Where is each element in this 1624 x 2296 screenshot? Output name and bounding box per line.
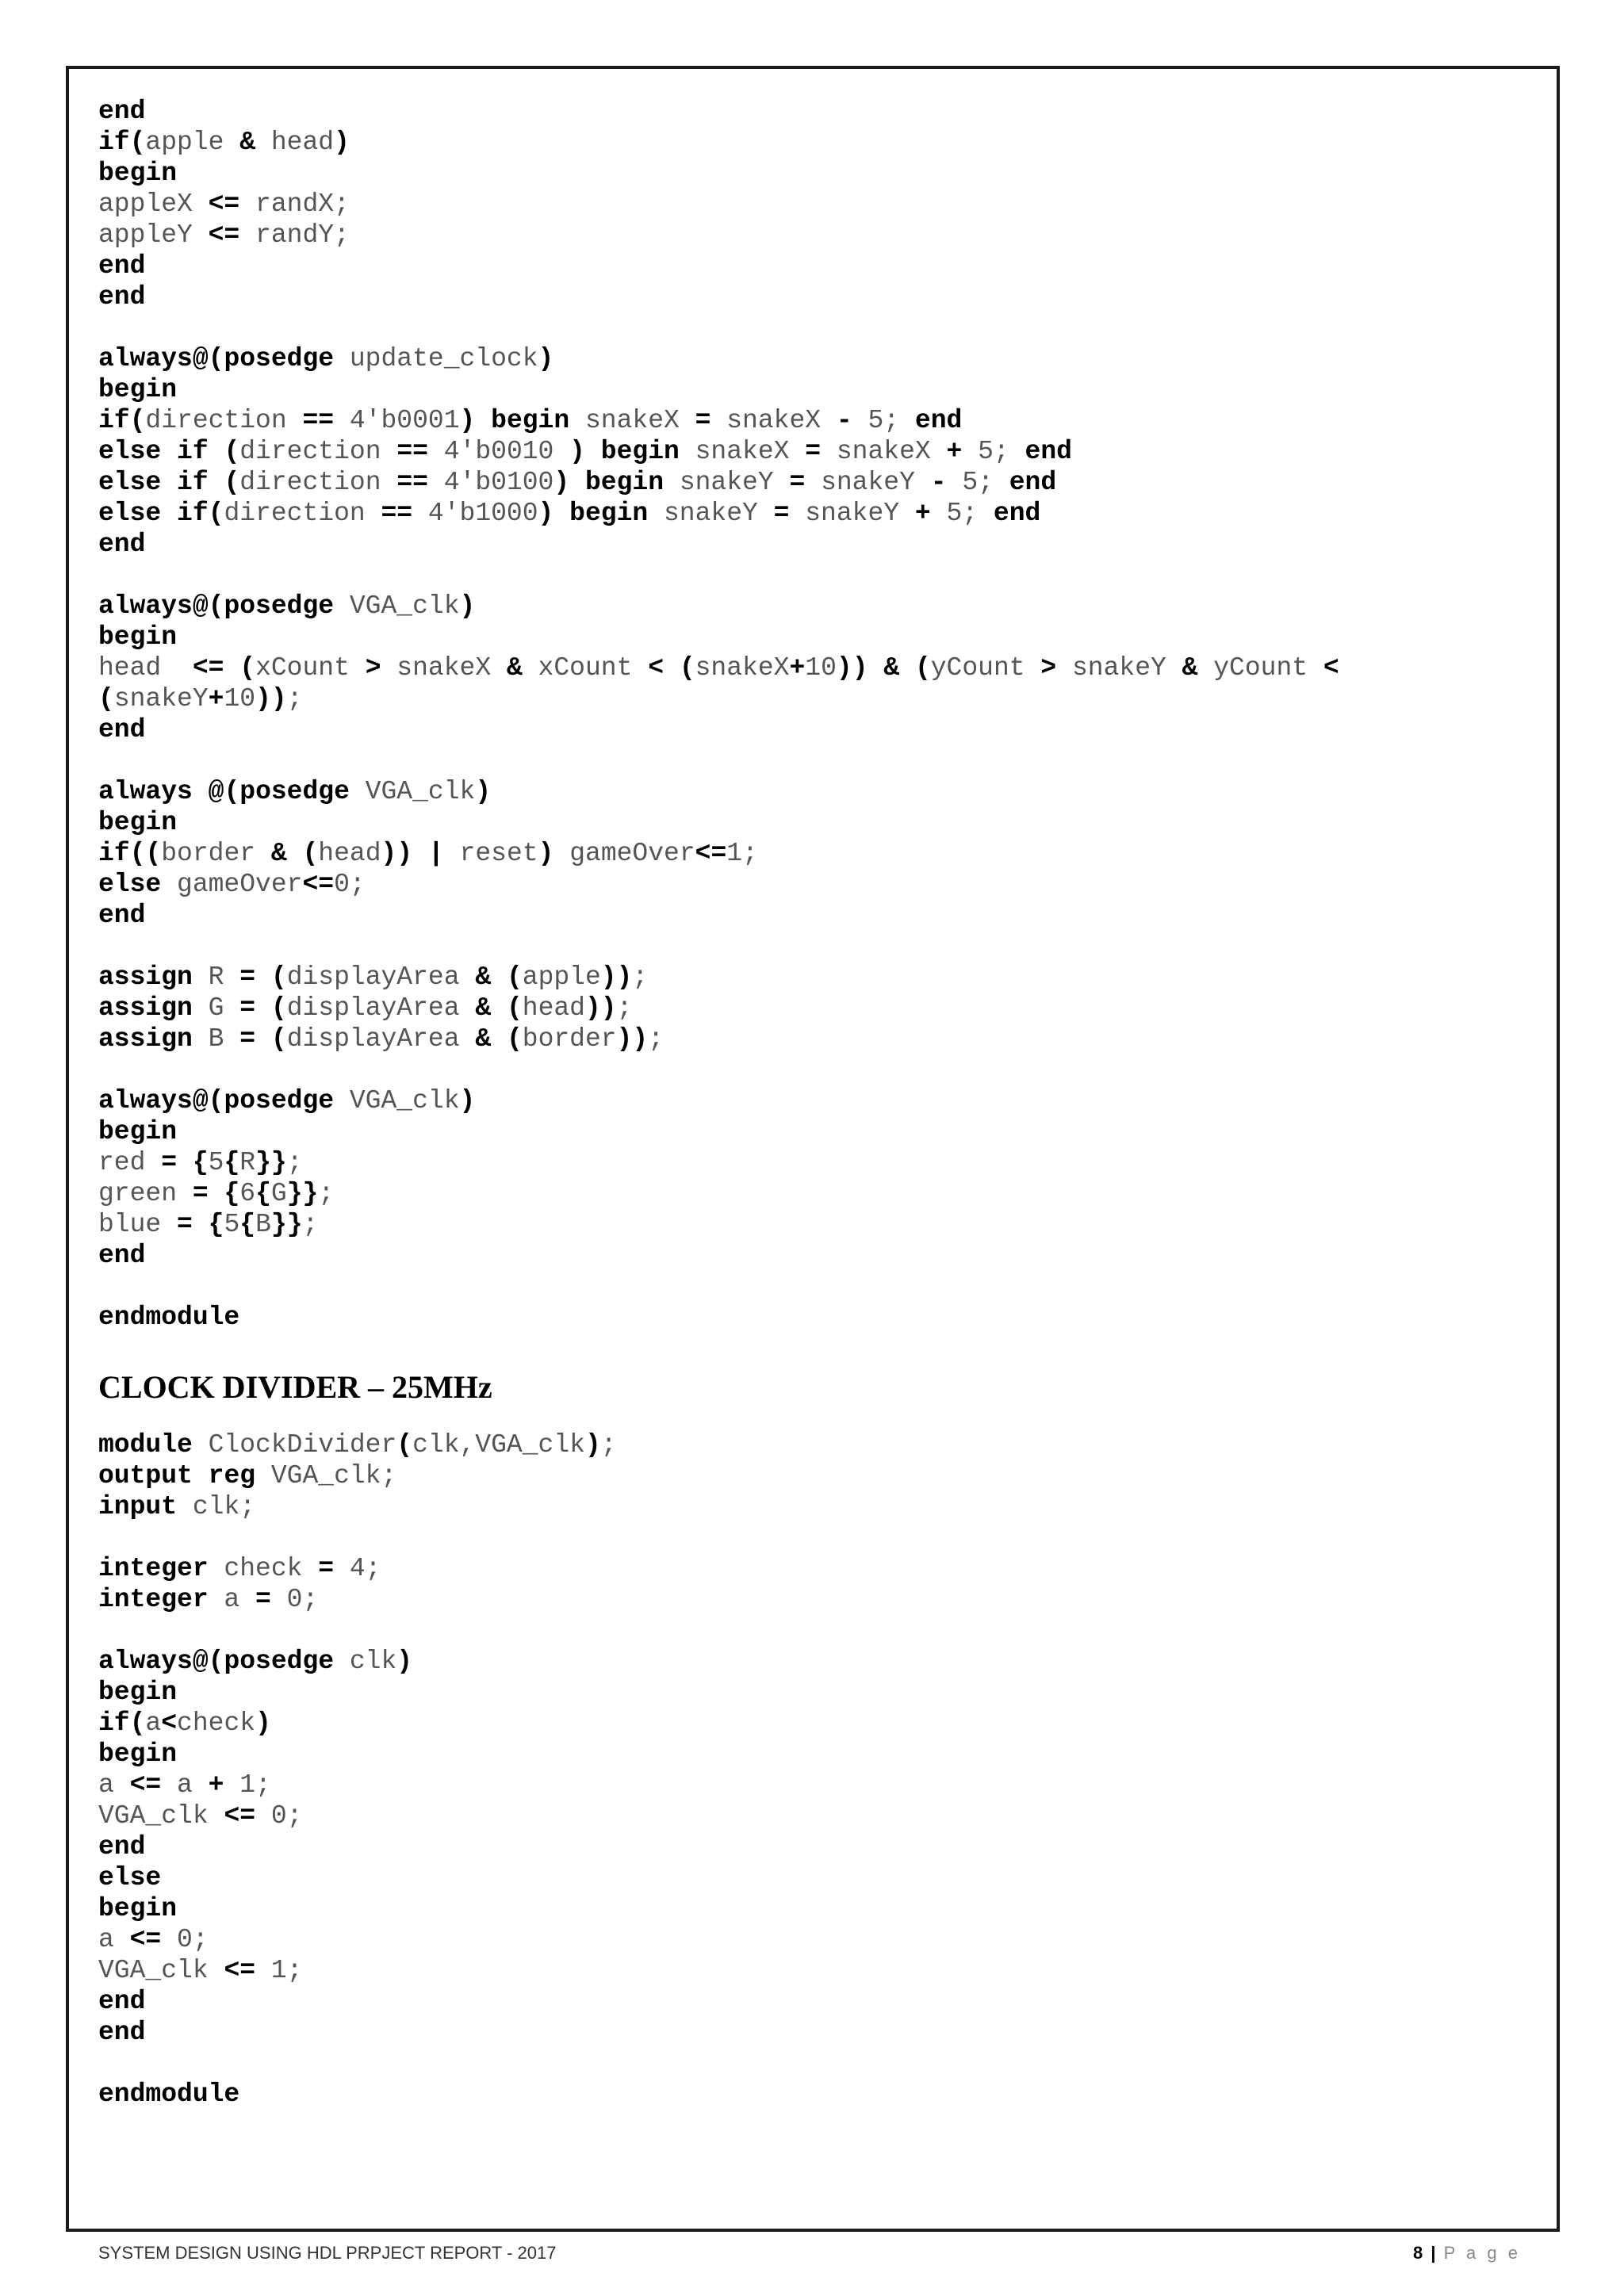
code-line: appleX <= randX; bbox=[98, 189, 350, 219]
code-line: a <= 0; bbox=[98, 1925, 209, 1954]
code-line: input clk; bbox=[98, 1492, 256, 1521]
code-line: begin bbox=[98, 159, 178, 188]
code-line: else if(direction == 4'b1000) begin snakeY = snakeY + 5; end bbox=[98, 499, 1041, 528]
code-line: VGA_clk <= 1; bbox=[98, 1956, 303, 1985]
code-line: blue = {5{B}}; bbox=[98, 1210, 319, 1239]
code-line: green = {6{G}}; bbox=[98, 1179, 335, 1208]
code-line: module ClockDivider(clk,VGA_clk); bbox=[98, 1430, 617, 1460]
code-line: end bbox=[98, 1832, 146, 1862]
page-separator: | bbox=[1431, 2243, 1436, 2263]
code-line: red = {5{R}}; bbox=[98, 1148, 303, 1177]
code-line: a <= a + 1; bbox=[98, 1770, 271, 1800]
code-line: always@(posedge VGA_clk) bbox=[98, 591, 476, 621]
code-line: end bbox=[98, 1987, 146, 2016]
code-line: end bbox=[98, 97, 146, 126]
code-line: begin bbox=[98, 375, 178, 404]
footer-page-indicator bbox=[1413, 2243, 1521, 2263]
footer-report-title: SYSTEM DESIGN USING HDL PRPJECT REPORT - 2017 bbox=[98, 2243, 557, 2263]
code-line: if(direction == 4'b0001) begin snakeX = snakeX - 5; end bbox=[98, 406, 963, 435]
code-line: endmodule bbox=[98, 2080, 240, 2109]
section-heading: CLOCK DIVIDER – 25MHz bbox=[98, 1369, 492, 1405]
code-line: begin bbox=[98, 1894, 178, 1923]
code-block-main-module bbox=[98, 96, 1339, 1333]
code-line: assign G = (displayArea & (head)); bbox=[98, 993, 633, 1023]
code-line: endmodule bbox=[98, 1303, 240, 1332]
code-line: else gameOver<=0; bbox=[98, 870, 366, 899]
code-line: begin bbox=[98, 1678, 178, 1707]
code-block-clock-divider bbox=[98, 1429, 617, 2110]
code-line: always@(posedge VGA_clk) bbox=[98, 1086, 476, 1115]
page-label: P a g e bbox=[1443, 2243, 1521, 2263]
code-line: assign R = (displayArea & (apple)); bbox=[98, 962, 649, 992]
code-line: assign B = (displayArea & (border)); bbox=[98, 1024, 665, 1054]
code-line: head <= (xCount > snakeX & xCount < (snakeX+10)) & (yCount > snakeY & yCount < bbox=[98, 653, 1339, 683]
code-line: if(a<check) bbox=[98, 1709, 271, 1738]
code-line: end bbox=[98, 901, 146, 930]
code-line: else if (direction == 4'b0010 ) begin snakeX = snakeX + 5; end bbox=[98, 437, 1072, 466]
code-line: end bbox=[98, 251, 146, 281]
code-line: end bbox=[98, 715, 146, 744]
code-line: else if (direction == 4'b0100) begin snakeY = snakeY - 5; end bbox=[98, 468, 1057, 497]
code-line: appleY <= randY; bbox=[98, 220, 350, 250]
code-line: begin bbox=[98, 808, 178, 837]
code-line: end bbox=[98, 282, 146, 312]
code-line: always@(posedge update_clock) bbox=[98, 344, 554, 373]
code-line: (snakeY+10)); bbox=[98, 684, 303, 714]
code-line: output reg VGA_clk; bbox=[98, 1461, 397, 1490]
code-line: integer a = 0; bbox=[98, 1585, 319, 1614]
code-line: end bbox=[98, 2018, 146, 2047]
code-line: end bbox=[98, 530, 146, 559]
code-line: else bbox=[98, 1863, 162, 1892]
code-line: always @(posedge VGA_clk) bbox=[98, 777, 492, 806]
code-line: begin bbox=[98, 1739, 178, 1769]
code-line: always@(posedge clk) bbox=[98, 1647, 413, 1676]
code-line: if((border & (head)) | reset) gameOver<=1; bbox=[98, 839, 758, 868]
code-line: VGA_clk <= 0; bbox=[98, 1801, 303, 1831]
code-line: integer check = 4; bbox=[98, 1554, 381, 1583]
code-line: begin bbox=[98, 622, 178, 652]
code-line: end bbox=[98, 1241, 146, 1270]
page-number: 8 bbox=[1413, 2243, 1423, 2263]
code-line: begin bbox=[98, 1117, 178, 1146]
code-line: if(apple & head) bbox=[98, 128, 350, 157]
